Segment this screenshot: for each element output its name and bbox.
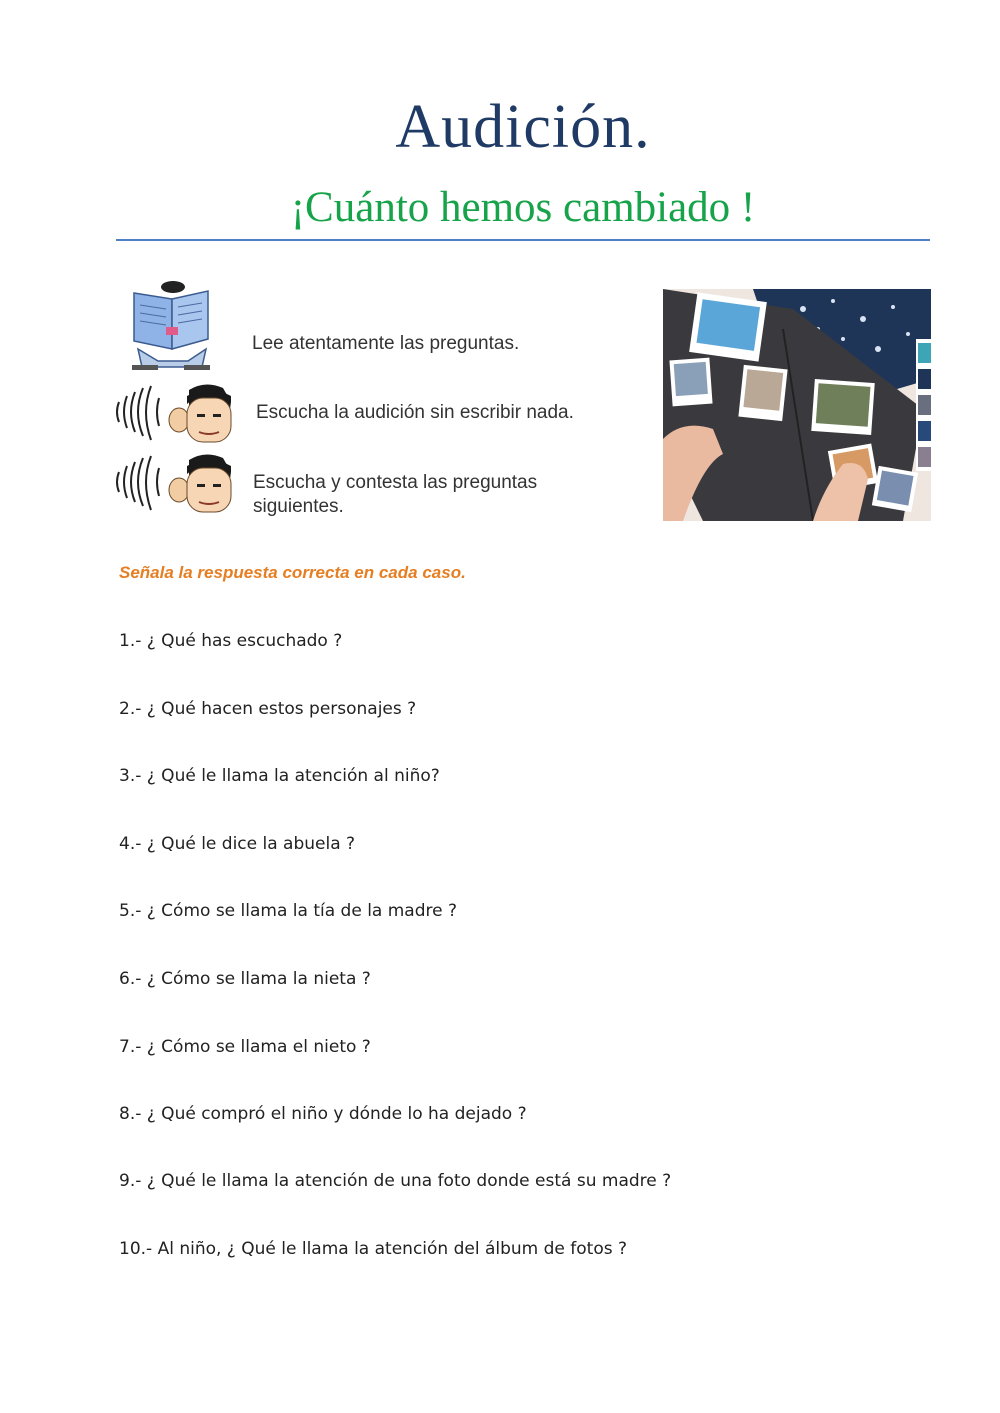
question-9: 9.- ¿ Qué le llama la atención de una foto donde está su madre ? [119, 1171, 672, 1191]
question-7: 7.- ¿ Cómo se llama el nieto ? [119, 1037, 371, 1057]
question-10: 10.- Al niño, ¿ Qué le llama la atención del álbum de fotos ? [119, 1239, 628, 1259]
question-3: 3.- ¿ Qué le llama la atención al niño? [119, 766, 440, 786]
photo-album-image [663, 289, 931, 521]
question-8: 8.- ¿ Qué compró el niño y dónde lo ha dejado ? [119, 1104, 527, 1124]
task-instruction: Señala la respuesta correcta en cada caso. [119, 563, 466, 582]
page-subtitle: ¡Cuánto hemos cambiado ! [290, 184, 756, 231]
instruction-read: Lee atentamente las preguntas. [252, 333, 520, 354]
question-4: 4.- ¿ Qué le dice la abuela ? [119, 834, 356, 854]
question-6: 6.- ¿ Cómo se llama la nieta ? [119, 969, 371, 989]
title-divider [116, 239, 930, 241]
page-title: Audición. [395, 93, 651, 161]
listening-face-icon [113, 380, 235, 452]
instruction-listen: Escucha la audición sin escribir nada. [256, 402, 574, 423]
reading-person-icon [128, 279, 214, 371]
question-2: 2.- ¿ Qué hacen estos personajes ? [119, 699, 417, 719]
question-5: 5.- ¿ Cómo se llama la tía de la madre ? [119, 901, 458, 921]
question-1: 1.- ¿ Qué has escuchado ? [119, 631, 343, 651]
instruction-answer: Escucha y contesta las preguntas siguientes. [253, 472, 538, 517]
listening-face-icon [113, 450, 235, 522]
